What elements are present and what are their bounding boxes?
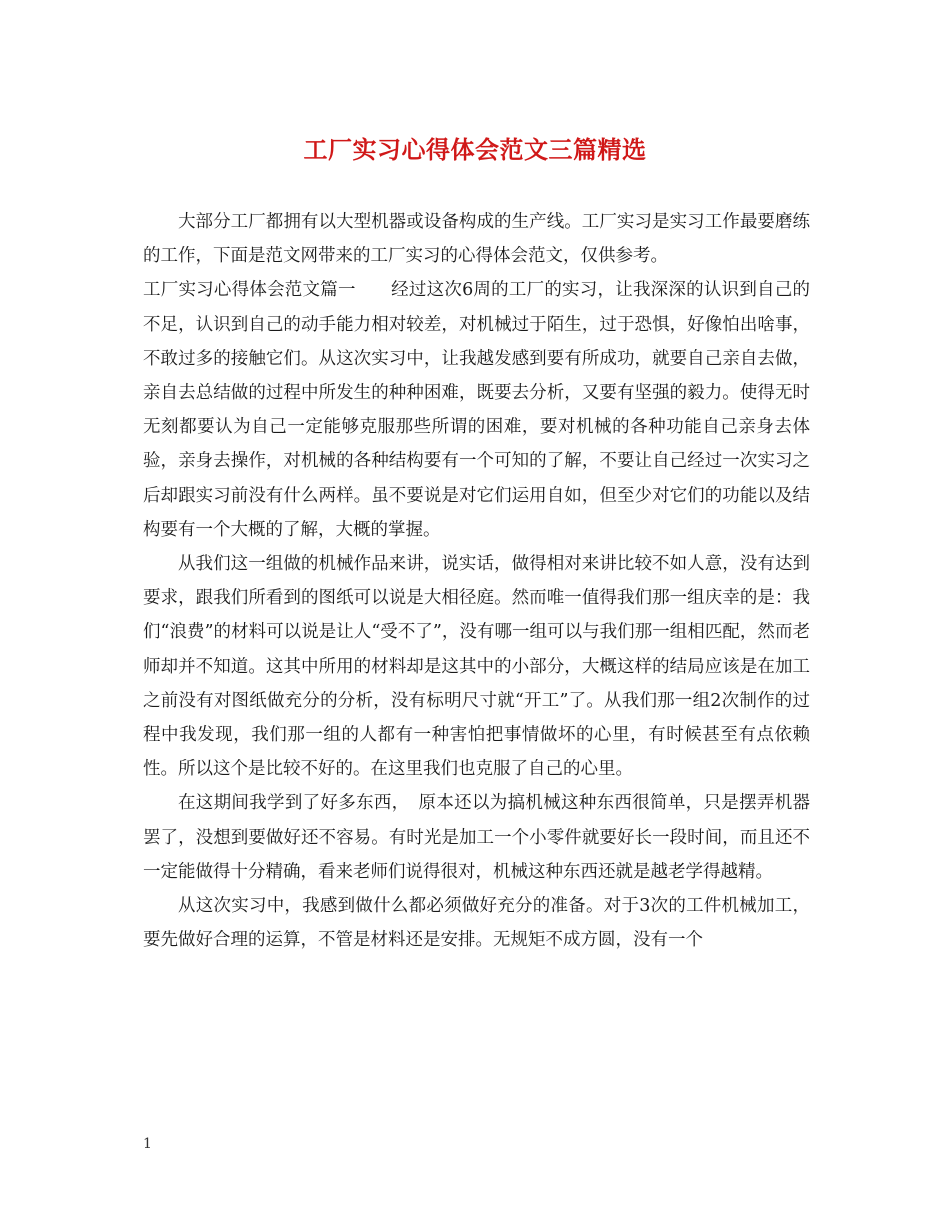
page-title: 工厂实习心得体会范文三篇精选 xyxy=(303,135,647,164)
paragraph-intro: 大部分工厂都拥有以大型机器或设备构成的生产线。工厂实习是实习工作最要磨练的工作，下面是范文网带来的工厂实习的心得体会范文，仅供参考。 xyxy=(143,212,810,267)
paragraph-learned: 在这期间我学到了好多东西， 原本还以为搞机械这种东西很简单，只是摆弄机器罢了，没想到要做好还不容易。有时光是加工一个小零件就要好长一段时间，而且还不一定能做得十分精确，看来老师们说得很对，机械这种东西还就是越老学得越精。 xyxy=(143,793,810,882)
paragraph-section-one: 工厂实习心得体会范文篇一 经过这次6周的工厂的实习，让我深深的认识到自己的不足，认识到自己的动手能力相对较差，对机械过于陌生，过于恐惧，好像怕出啥事，不敢过多的接触它们。从这次实习中，让我越发感到要有所成功，就要自己亲自去做，亲自去总结做的过程中所发生的种种困难，既要去分析，又要有坚强的毅力。使得无时无刻都要认为自己一定能够克服那些所谓的困难，要对机械的各种功能自己亲身去体验，亲身去操作，对机械的各种结构要有一个可知的了解，不要让自己经过一次实习之后却跟实习前没有什么两样。虽不要说是对它们运用自如，但至少对它们的功能以及结构要有一个大概的了解，大概的掌握。 xyxy=(143,280,810,540)
paragraph-group-work: 从我们这一组做的机械作品来讲，说实话，做得相对来讲比较不如人意，没有达到要求，跟我们所看到的图纸可以说是大相径庭。然而唯一值得我们那一组庆幸的是：我们“浪费”的材料可以说是让人“受不了”，没有哪一组可以与我们那一组相匹配，然而老师却并不知道。这其中所用的材料却是这其中的小部分，大概这样的结局应该是在加工之前没有对图纸做充分的分析，没有标明尺寸就“开工”了。从我们那一组2次制作的过程中我发现，我们那一组的人都有一种害怕把事情做坏的心里，有时候甚至有点依赖性。所以这个是比较不好的。在这里我们也克服了自己的心里。 xyxy=(143,554,810,780)
document-body xyxy=(143,205,810,957)
paragraph-preparation: 从这次实习中，我感到做什么都必须做好充分的准备。对于3次的工件机械加工，要先做好合理的运算，不管是材料还是安排。无规矩不成方圆，没有一个 xyxy=(143,896,810,951)
page-number: 1 xyxy=(143,1136,152,1152)
